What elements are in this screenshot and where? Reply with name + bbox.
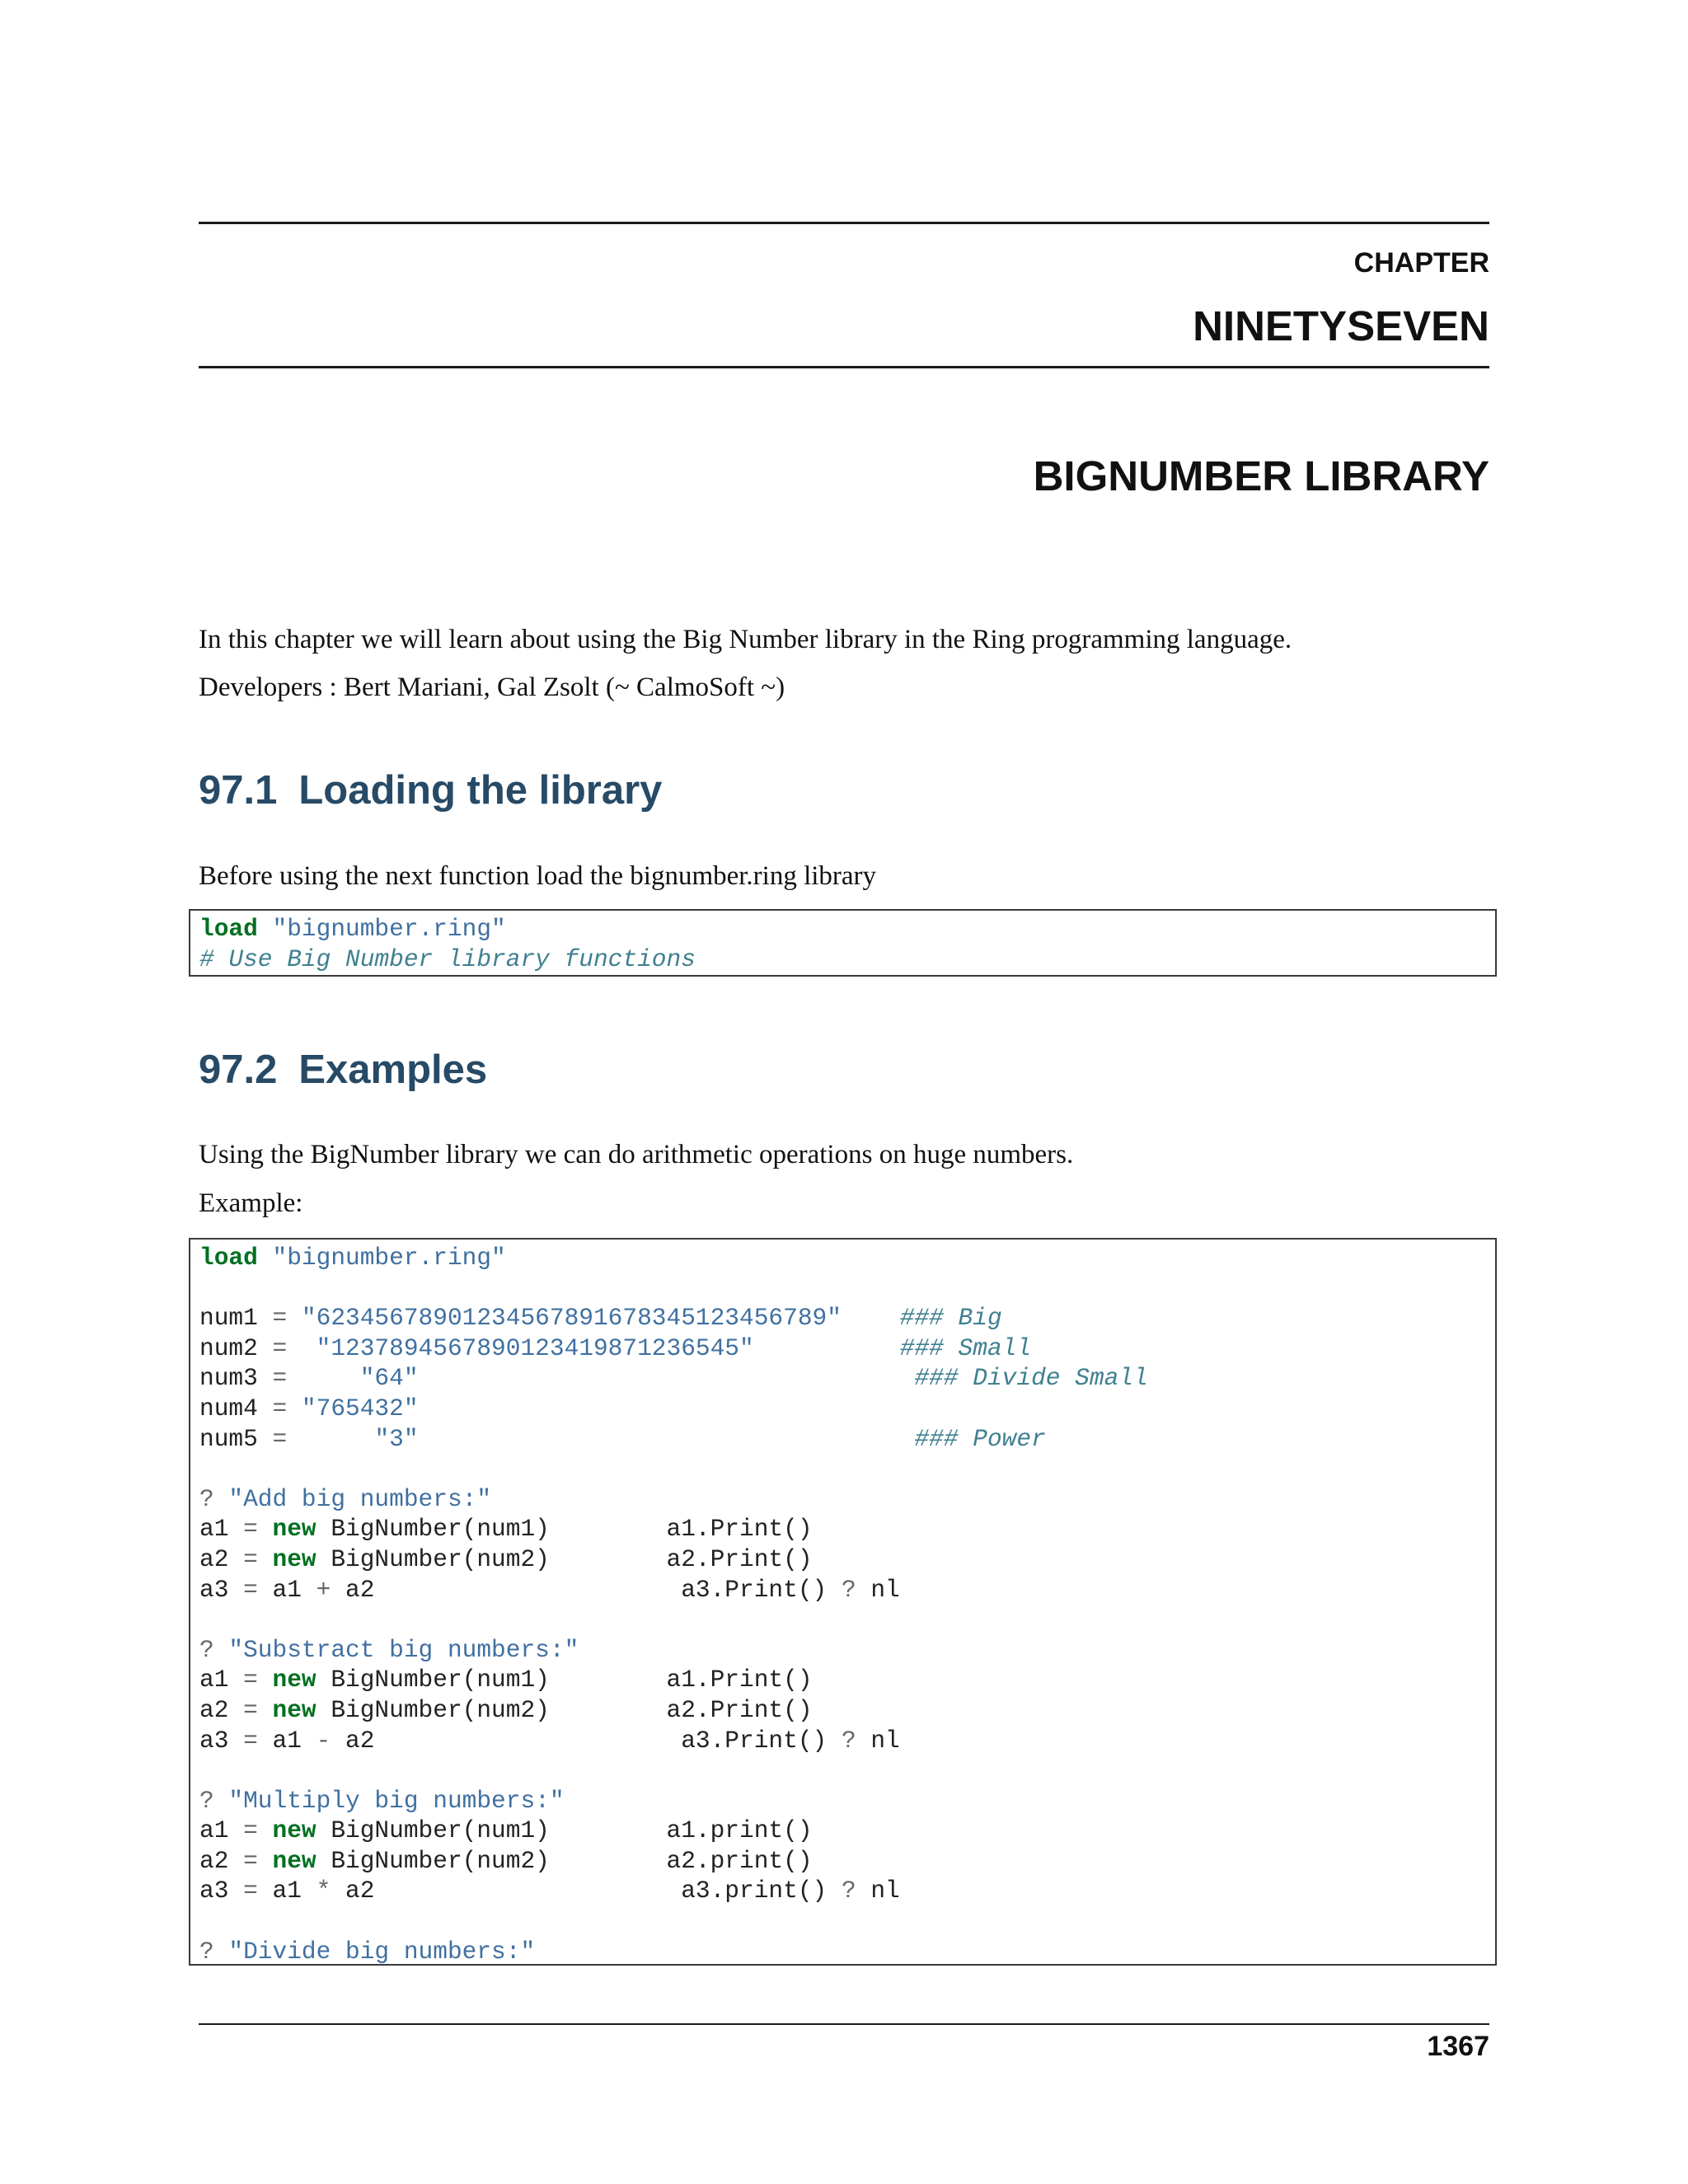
code-token bbox=[258, 1244, 273, 1272]
code-token: "3" bbox=[374, 1424, 419, 1453]
code-token: num2 bbox=[199, 1333, 273, 1362]
code-token bbox=[258, 1666, 273, 1694]
code-token: a3 bbox=[199, 1575, 244, 1604]
code-token: "64" bbox=[359, 1364, 419, 1393]
code-line bbox=[199, 1515, 813, 1543]
code-line bbox=[199, 1576, 900, 1604]
code-line bbox=[199, 1787, 565, 1815]
code-token bbox=[287, 1304, 302, 1332]
code-token: new bbox=[272, 1816, 316, 1845]
code-token: load bbox=[199, 1244, 258, 1272]
code-token bbox=[258, 1545, 273, 1573]
code-token: a2 bbox=[199, 1695, 244, 1724]
code-token bbox=[214, 1485, 229, 1513]
code-token: = bbox=[272, 1424, 288, 1453]
code-token: a2 a3.print() bbox=[331, 1877, 842, 1905]
code-token: num3 bbox=[199, 1364, 273, 1393]
code-token: new bbox=[272, 1846, 316, 1875]
code-token: # Use Big Number library functions bbox=[199, 944, 696, 973]
code-token: ? bbox=[199, 1484, 214, 1513]
code-token: "765432" bbox=[301, 1394, 419, 1422]
code-token: ? bbox=[841, 1877, 856, 1905]
code-token: a2 a3.Print() bbox=[331, 1726, 842, 1755]
code-token: a2 a3.Print() bbox=[331, 1575, 842, 1604]
code-line bbox=[199, 1334, 1031, 1362]
code-line bbox=[199, 1696, 813, 1724]
code-token: num1 bbox=[199, 1304, 273, 1333]
code-token: new bbox=[272, 1544, 316, 1573]
section-heading-loading bbox=[199, 767, 662, 813]
code-token bbox=[287, 1364, 360, 1392]
section-title-text: Loading the library bbox=[298, 768, 663, 813]
code-token: ### Big bbox=[899, 1304, 1002, 1333]
code-token: load bbox=[199, 915, 258, 943]
code-token: = bbox=[272, 1333, 288, 1362]
code-token: "bignumber.ring" bbox=[272, 915, 506, 943]
code-line bbox=[199, 1727, 900, 1755]
code-line bbox=[199, 1877, 900, 1905]
code-token: a2 bbox=[199, 1544, 244, 1573]
page-number: 1367 bbox=[1427, 2031, 1489, 2062]
code-token bbox=[258, 1816, 273, 1844]
code-token: ### Power bbox=[914, 1424, 1046, 1453]
code-token: = bbox=[243, 1877, 258, 1905]
chapter-number: NINETYSEVEN bbox=[1193, 302, 1489, 349]
section-title-text: Examples bbox=[298, 1047, 488, 1092]
code-token: a2 bbox=[199, 1846, 244, 1875]
code-token: ? bbox=[841, 1726, 856, 1755]
code-line bbox=[199, 1636, 579, 1664]
code-token bbox=[258, 1696, 273, 1724]
code-token bbox=[287, 1394, 302, 1422]
examples-paragraph: Using the BigNumber library we can do arithmetic operations on huge numbers. bbox=[199, 1140, 1074, 1169]
code-token: "1237894567890123419871236545" bbox=[316, 1333, 754, 1362]
footer-rule bbox=[199, 2023, 1489, 2025]
code-token: BigNumber(num2) a2.print() bbox=[316, 1846, 813, 1875]
code-line bbox=[199, 1394, 419, 1422]
code-token: a3 bbox=[199, 1726, 244, 1755]
code-token bbox=[754, 1334, 900, 1362]
section-heading-examples bbox=[199, 1047, 487, 1093]
code-line bbox=[199, 1244, 506, 1272]
code-token: "Add big numbers:" bbox=[228, 1484, 492, 1513]
code-token: = bbox=[272, 1364, 288, 1393]
code-token: = bbox=[272, 1394, 288, 1422]
code-token: = bbox=[243, 1726, 258, 1755]
code-token: num4 bbox=[199, 1394, 273, 1422]
example-label: Example: bbox=[199, 1188, 303, 1218]
code-token: a1 bbox=[199, 1816, 244, 1845]
code-token: = bbox=[243, 1695, 258, 1724]
code-token: = bbox=[243, 1515, 258, 1544]
code-token: = bbox=[243, 1846, 258, 1875]
code-token bbox=[214, 1636, 229, 1664]
code-line bbox=[199, 1485, 491, 1513]
code-token: ? bbox=[199, 1937, 214, 1966]
loading-paragraph: Before using the next function load the bignumber.ring library bbox=[199, 861, 877, 891]
code-token: nl bbox=[856, 1877, 900, 1905]
code-token: - bbox=[316, 1726, 331, 1755]
code-token: ### Divide Small bbox=[914, 1364, 1148, 1393]
code-token: = bbox=[272, 1304, 288, 1333]
code-token: "Multiply big numbers:" bbox=[228, 1786, 565, 1815]
header-top-rule bbox=[199, 222, 1489, 224]
code-token: BigNumber(num2) a2.Print() bbox=[316, 1544, 813, 1573]
code-token: ? bbox=[841, 1575, 856, 1604]
intro-paragraph: In this chapter we will learn about using the Big Number library in the Ring programming language. bbox=[199, 625, 1292, 654]
code-token bbox=[258, 1515, 273, 1543]
code-listing bbox=[190, 1240, 1495, 1966]
section-number: 97.1 bbox=[199, 768, 278, 813]
code-token: a1 bbox=[257, 1877, 316, 1905]
code-token bbox=[419, 1364, 915, 1392]
code-token: "bignumber.ring" bbox=[272, 1244, 506, 1272]
section-number: 97.2 bbox=[199, 1047, 278, 1092]
code-token: a3 bbox=[199, 1877, 244, 1905]
code-line bbox=[199, 1304, 1002, 1332]
code-line bbox=[199, 1545, 813, 1573]
code-token bbox=[419, 1425, 915, 1453]
code-token: ? bbox=[199, 1635, 214, 1664]
developers-paragraph: Developers : Bert Mariani, Gal Zsolt (~ CalmoSoft ~) bbox=[199, 673, 785, 702]
code-block-loading bbox=[189, 909, 1497, 977]
code-token: "62345678901234567891678345123456789" bbox=[301, 1304, 842, 1333]
code-token bbox=[258, 1847, 273, 1875]
chapter-label: CHAPTER bbox=[1353, 247, 1489, 279]
code-token bbox=[287, 1425, 374, 1453]
code-token: nl bbox=[856, 1726, 900, 1755]
code-token: ? bbox=[199, 1786, 214, 1815]
code-token: = bbox=[243, 1575, 258, 1604]
code-line bbox=[199, 1816, 813, 1844]
code-token: a1 bbox=[257, 1726, 316, 1755]
code-token: = bbox=[243, 1666, 258, 1694]
code-token: a1 bbox=[199, 1666, 244, 1694]
code-listing bbox=[190, 911, 1495, 974]
code-token: "Substract big numbers:" bbox=[228, 1635, 579, 1664]
code-token: BigNumber(num1) a1.Print() bbox=[316, 1515, 813, 1544]
code-token bbox=[214, 1787, 229, 1815]
code-line bbox=[199, 1425, 1046, 1453]
code-token: a1 bbox=[257, 1575, 316, 1604]
chapter-title: BIGNUMBER LIBRARY bbox=[1033, 452, 1489, 499]
code-token: BigNumber(num1) a1.print() bbox=[316, 1816, 813, 1845]
code-token: nl bbox=[856, 1575, 900, 1604]
code-token bbox=[842, 1304, 900, 1332]
code-token: BigNumber(num1) a1.Print() bbox=[316, 1666, 813, 1694]
code-line bbox=[199, 945, 696, 973]
code-line bbox=[199, 1666, 813, 1694]
code-token: = bbox=[243, 1816, 258, 1845]
code-token: "Divide big numbers:" bbox=[228, 1937, 536, 1966]
code-line bbox=[199, 1938, 535, 1966]
code-token: new bbox=[272, 1695, 316, 1724]
code-token: BigNumber(num2) a2.Print() bbox=[316, 1695, 813, 1724]
code-token bbox=[287, 1334, 316, 1362]
code-block-example bbox=[189, 1238, 1497, 1966]
code-token: * bbox=[316, 1877, 331, 1905]
code-token: new bbox=[272, 1666, 316, 1694]
code-token: + bbox=[316, 1575, 331, 1604]
code-token: = bbox=[243, 1544, 258, 1573]
code-token bbox=[214, 1938, 229, 1966]
code-line bbox=[199, 1847, 813, 1875]
code-token bbox=[258, 915, 273, 943]
code-token: num5 bbox=[199, 1424, 273, 1453]
code-token: new bbox=[272, 1515, 316, 1544]
code-token: ### Small bbox=[899, 1333, 1032, 1362]
code-line bbox=[199, 1364, 1148, 1392]
code-token: a1 bbox=[199, 1515, 244, 1544]
header-bottom-rule bbox=[199, 366, 1489, 368]
code-line bbox=[199, 915, 506, 943]
